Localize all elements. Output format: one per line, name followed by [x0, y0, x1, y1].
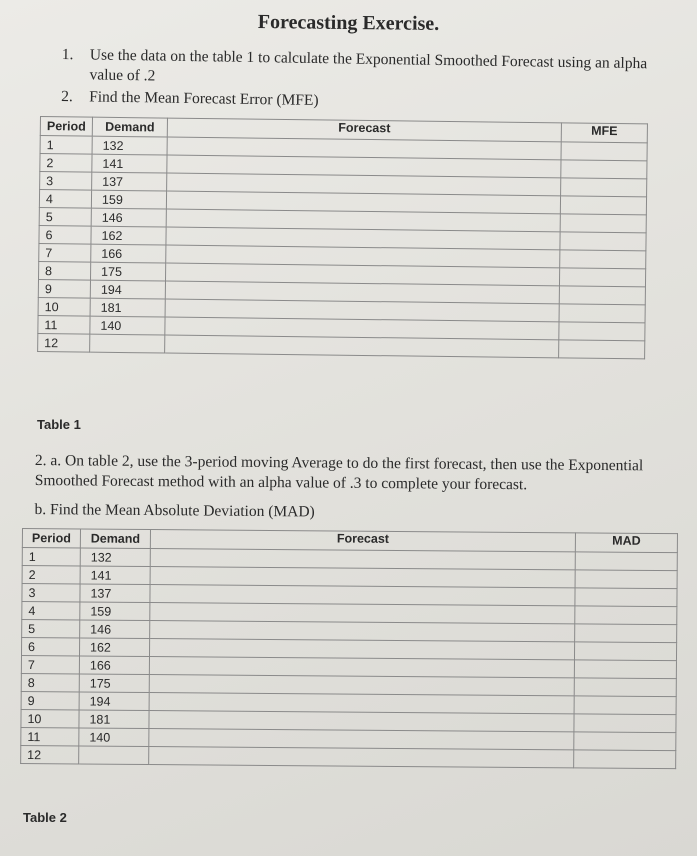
demand-cell: 162	[91, 226, 166, 245]
period-cell: 4	[22, 602, 80, 620]
demand-cell: 194	[90, 280, 165, 299]
period-cell: 12	[21, 745, 79, 763]
demand-cell: 140	[79, 728, 149, 747]
period-cell: 12	[38, 333, 90, 352]
period-cell: 7	[39, 243, 91, 262]
period-cell: 6	[21, 638, 79, 656]
period-cell: 3	[22, 584, 80, 602]
page-title: Forecasting Exercise.	[257, 11, 440, 35]
mad-cell[interactable]	[574, 714, 676, 733]
instruction-text: Use the data on the table 1 to calculate the Exponential Smoothed Forecast using an alpha value of .2	[89, 46, 648, 85]
table-body	[38, 136, 648, 359]
table-2-caption: Table 2	[23, 810, 67, 825]
instruction-number: 1.	[61, 45, 74, 64]
demand-cell: 181	[79, 710, 149, 729]
header-mfe: MFE	[561, 123, 647, 143]
demand-cell: 146	[91, 208, 166, 227]
period-cell: 10	[21, 709, 79, 727]
mfe-cell[interactable]	[560, 214, 646, 233]
mfe-cell[interactable]	[560, 196, 646, 215]
demand-cell: 137	[92, 172, 167, 191]
period-cell: 3	[40, 172, 92, 191]
mfe-cell[interactable]	[559, 286, 645, 305]
header-mad: MAD	[575, 533, 677, 553]
demand-cell: 132	[92, 136, 167, 155]
part-b-text: b. Find the Mean Absolute Deviation (MAD)	[34, 500, 315, 521]
mad-cell[interactable]	[575, 606, 677, 625]
mfe-cell[interactable]	[561, 142, 647, 161]
demand-cell: 159	[91, 190, 166, 209]
demand-cell: 159	[80, 602, 150, 621]
demand-cell: 137	[80, 584, 150, 603]
period-cell: 8	[39, 261, 91, 280]
instruction-item	[61, 45, 682, 95]
mfe-cell[interactable]	[559, 340, 645, 359]
period-cell: 10	[38, 297, 90, 316]
period-cell: 5	[22, 620, 80, 638]
period-cell: 5	[39, 207, 91, 226]
mad-cell[interactable]	[575, 570, 677, 589]
mad-cell[interactable]	[574, 696, 676, 715]
mfe-cell[interactable]	[559, 322, 645, 341]
section-2-instructions	[34, 451, 675, 526]
period-cell: 9	[38, 279, 90, 298]
demand-cell: 162	[79, 638, 149, 657]
mad-cell[interactable]	[574, 750, 676, 769]
demand-cell: 146	[80, 620, 150, 639]
mfe-cell[interactable]	[561, 160, 647, 179]
demand-cell: 166	[91, 244, 166, 263]
period-cell: 1	[40, 136, 92, 155]
demand-cell: 141	[92, 154, 167, 173]
instruction-text: Find the Mean Forecast Error (MFE)	[89, 88, 319, 110]
demand-cell: 140	[90, 316, 165, 335]
demand-cell	[90, 334, 165, 353]
forecast-table-2	[20, 528, 678, 769]
mad-cell[interactable]	[574, 732, 676, 751]
period-cell: 2	[22, 566, 80, 584]
demand-cell: 166	[79, 656, 149, 675]
period-cell: 2	[40, 154, 92, 173]
header-demand: Demand	[92, 117, 167, 137]
mfe-cell[interactable]	[561, 178, 647, 197]
mad-cell[interactable]	[574, 642, 676, 661]
forecast-table-1	[37, 116, 648, 359]
demand-cell: 141	[80, 566, 150, 585]
period-cell: 11	[21, 727, 79, 745]
period-cell: 8	[21, 673, 79, 691]
mad-cell[interactable]	[574, 678, 676, 697]
demand-cell	[79, 746, 149, 765]
mad-cell[interactable]	[575, 588, 677, 607]
demand-cell: 181	[90, 298, 165, 317]
forecast-cell[interactable]	[165, 335, 559, 358]
demand-cell: 194	[79, 692, 149, 711]
demand-cell: 132	[80, 548, 150, 567]
period-cell: 4	[39, 190, 91, 209]
demand-cell: 175	[79, 674, 149, 693]
table-1-caption: Table 1	[37, 417, 81, 432]
mfe-cell[interactable]	[560, 250, 646, 269]
mfe-cell[interactable]	[559, 304, 645, 323]
mad-cell[interactable]	[575, 624, 677, 643]
period-cell: 7	[21, 656, 79, 674]
table-row	[21, 745, 676, 768]
header-demand: Demand	[80, 529, 150, 549]
forecast-cell[interactable]	[149, 747, 574, 768]
instruction-number: 2.	[61, 87, 73, 106]
period-cell: 1	[22, 548, 80, 566]
period-cell: 9	[21, 691, 79, 709]
mfe-cell[interactable]	[560, 232, 646, 251]
part-a-text: 2. a. On table 2, use the 3-period moving Average to do the first forecast, then use the Exponential Smoothed Forecast method with an alpha value of .3 to complete your forecast.	[34, 451, 644, 494]
header-period: Period	[40, 117, 92, 137]
mad-cell[interactable]	[575, 552, 677, 571]
header-forecast: Forecast	[150, 530, 575, 552]
instructions-list	[61, 45, 682, 117]
period-cell: 11	[38, 315, 90, 334]
mad-cell[interactable]	[574, 660, 676, 679]
table-body	[21, 548, 678, 769]
header-forecast: Forecast	[167, 118, 561, 142]
header-period: Period	[22, 529, 80, 548]
period-cell: 6	[39, 225, 91, 244]
mfe-cell[interactable]	[559, 268, 645, 287]
demand-cell: 175	[90, 262, 165, 281]
